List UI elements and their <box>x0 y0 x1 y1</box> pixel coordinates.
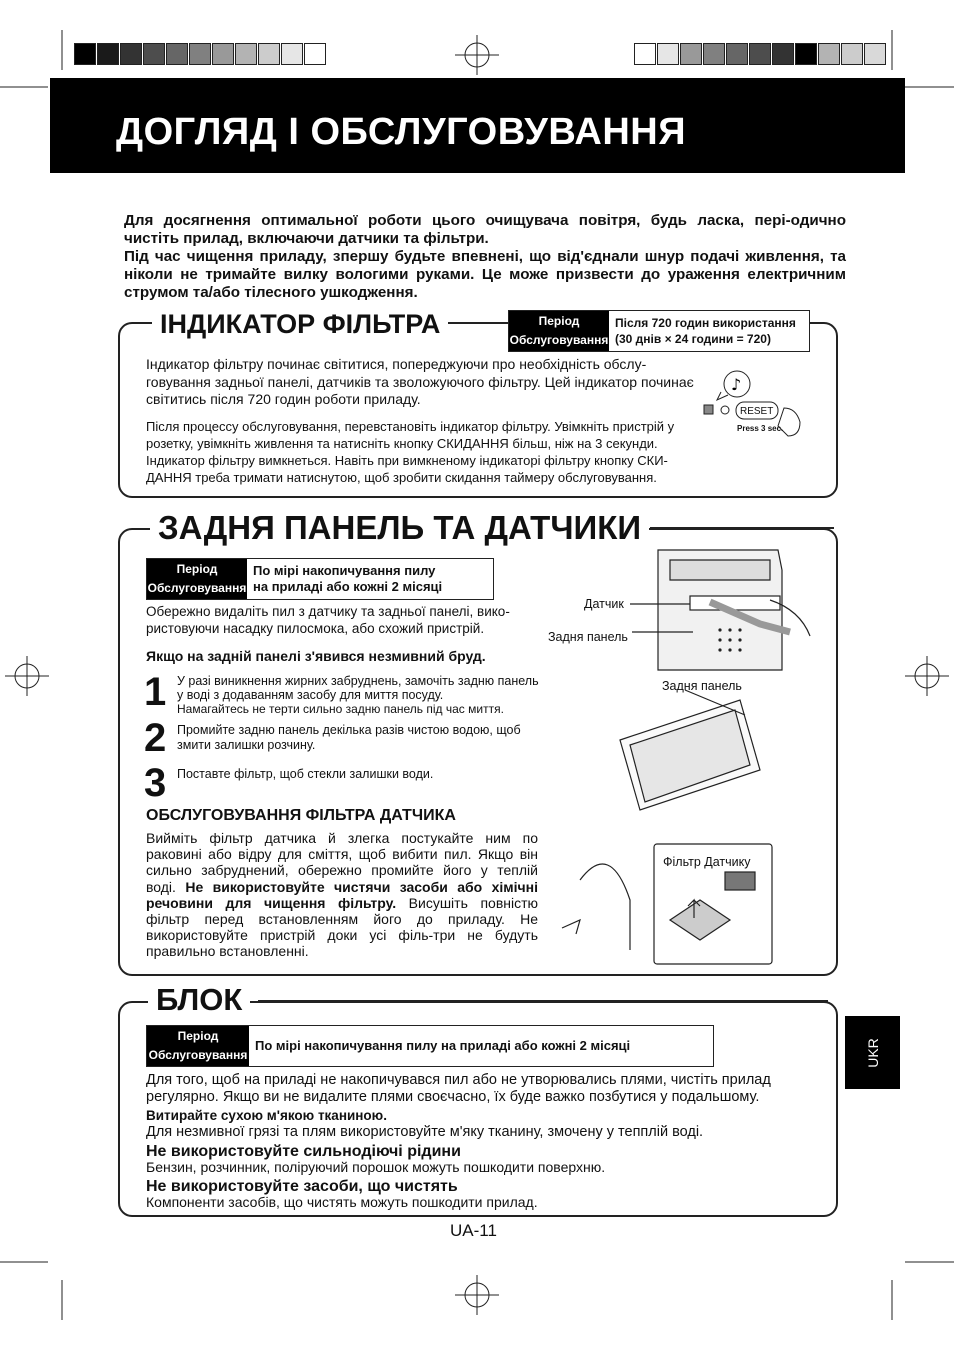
unit-no-cleaners-text: Компоненти засобів, що чистять можуть пошкодити прилад. <box>146 1194 538 1210</box>
period-label-line1: Період <box>177 1029 219 1043</box>
intro-text <box>124 212 846 302</box>
step-1-text: У разі виникнення жирних забруднень, замочіть задню панель у воді з додаванням засобу для миття посуду. <box>177 674 539 702</box>
svg-text:♪: ♪ <box>731 375 742 394</box>
period-label-line2: Обслуговування <box>148 1048 248 1062</box>
unit-wipe-head: Витирайте сухою м'якою тканиною. <box>146 1108 387 1123</box>
filter-para-2: Після процессу обслуговування, перевстановіть індикатор фільтру. Увімкніть пристрій у розетку, увімкніть живлення та натисніть кнопку СКИДАННЯ більш, ніж на 3 секунди. Індикатор фільтру вимкнеться. Навіть при вимкненому індикаторі фільтру кнопку СКИ-ДАННЯ треба тримати натиснутою, щоб зробити скидання таймеру обслуговування. <box>146 419 675 485</box>
step-2-number: 2 <box>144 716 167 760</box>
period-label-line1: Період <box>176 562 218 576</box>
label-back-panel: Задня панель <box>548 630 628 644</box>
unit-title: БЛОК <box>148 982 250 1018</box>
period-value: По мірі накопичування пилу на приладі або кожні 2 місяці <box>255 1038 631 1053</box>
period-value-line1: Після 720 годин використання <box>615 316 796 330</box>
label-sensor-filter: Фільтр Датчику <box>663 855 751 869</box>
back-panel-subhead: Якщо на задній панелі з'явився незмивний бруд. <box>146 648 486 664</box>
sensor-text-bold: Не використовуйте чистячи засоби або хімічні речовини для чищення фільтру. <box>146 878 538 911</box>
intro-line-2: Під час чищення приладу, зпершу будьте впевнені, що від'єднали шнур подачі живлення, та ніколи не тримайте вилку вологими руками. Це може призвести до ураження електричним струмом та/або тілесного ушкодження. <box>124 248 846 301</box>
language-tab-label: UKR <box>864 1037 881 1068</box>
period-value-line1: По мірі накопичування пилу <box>253 563 436 578</box>
step-1-note: Намагайтесь не терти сильно задню панель під час миття. <box>177 702 504 716</box>
filter-period-box <box>508 310 810 352</box>
unit-wipe-text: Для незмивної грязі та плям використовуйте м'яку тканину, змочену у тепплій воді. <box>146 1124 704 1140</box>
step-3-text: Поставте фільтр, щоб стекли залишки води. <box>177 767 434 781</box>
unit-no-cleaners-head: Не використовуйте засоби, що чистять <box>146 1178 458 1195</box>
step-3-number: 3 <box>144 761 167 805</box>
back-panel-period-box <box>146 558 494 600</box>
sensor-text-a: Вийміть фільтр датчика й злегка постукайте ним по раковині або відру для сміття, щоб вибити пил. Якщо він сильно забруднений, обережно промийте його у теплій воді. <box>146 830 538 895</box>
unit-no-strong-head: Не використовуйте сильнодіючі рідини <box>146 1143 461 1160</box>
period-value-line2: на приладі або кожні 2 місяці <box>253 579 443 594</box>
period-label-line2: Обслуговування <box>509 333 609 347</box>
period-label <box>509 311 609 351</box>
sensor-filter-text <box>146 830 538 960</box>
intro-line-1: Для досягнення оптимальної роботи цього очищувача повітря, будь ласка, пері-одично чистіть прилад, включаючи датчики та фільтри. <box>124 212 846 247</box>
unit-no-strong-text: Бензин, розчинник, поліруючий порошок можуть пошкодити поверхню. <box>146 1159 606 1175</box>
page-number: UA-11 <box>450 1221 497 1240</box>
reset-label: RESET <box>740 406 774 417</box>
sensor-text-b: Висушіть повністю фільтр перед встановленням його до приладу. Не використовуйте пристрій доки усі філь-три не будуть правильно встановленні. <box>146 894 539 960</box>
period-label <box>147 1026 249 1066</box>
period-label-line1: Період <box>538 314 580 328</box>
back-panel-para-1: Обережно видаліть пил з датчику та задньої панелі, вико-ристовуючи насадку пилосмока, або схожий пристрій. <box>146 604 510 636</box>
step-2-text: Промийте задню панель декілька разів чистою водою, щоб змити залишки розчину. <box>177 723 521 752</box>
filter-indicator-title: ІНДИКАТОР ФІЛЬТРА <box>152 309 448 340</box>
unit-period-box <box>146 1025 714 1067</box>
section-rule <box>650 527 834 529</box>
period-value <box>247 559 442 599</box>
period-label-line2: Обслуговування <box>147 581 247 595</box>
label-back-panel-2: Задня панель <box>662 679 742 693</box>
press-label: Press 3 sec. <box>737 424 784 433</box>
step-1-number: 1 <box>144 670 167 714</box>
filter-para-1: Індикатор фільтру починає світитися, попереджуючи про необхідність обслу-говування задньої панелі, датчиків та зволожуючого фільтру. Цей індикатор починає світитись після 720 годин роботи приладу. <box>146 356 694 407</box>
period-label <box>147 559 247 599</box>
page-title: ДОГЛЯД І ОБСЛУГОВУВАННЯ <box>116 111 687 153</box>
sensor-filter-title: ОБСЛУГОВУВАННЯ ФІЛЬТРА ДАТЧИКА <box>146 807 456 824</box>
label-sensor: Датчик <box>584 597 624 611</box>
unit-para-1: Для того, щоб на приладі не накопичувався пил або не утворювались плями, чистіть прилад регулярно. Якщо ви не видалите плями своєчасно, їх буде важко позбутися у подальшому. <box>146 1072 771 1105</box>
back-panel-title: ЗАДНЯ ПАНЕЛЬ ТА ДАТЧИКИ <box>150 509 649 547</box>
period-value <box>609 311 796 351</box>
page-header <box>50 78 905 173</box>
period-value-line2: (30 днів × 24 години = 720) <box>615 332 771 346</box>
language-tab <box>845 1016 900 1089</box>
section-rule <box>258 1000 828 1002</box>
